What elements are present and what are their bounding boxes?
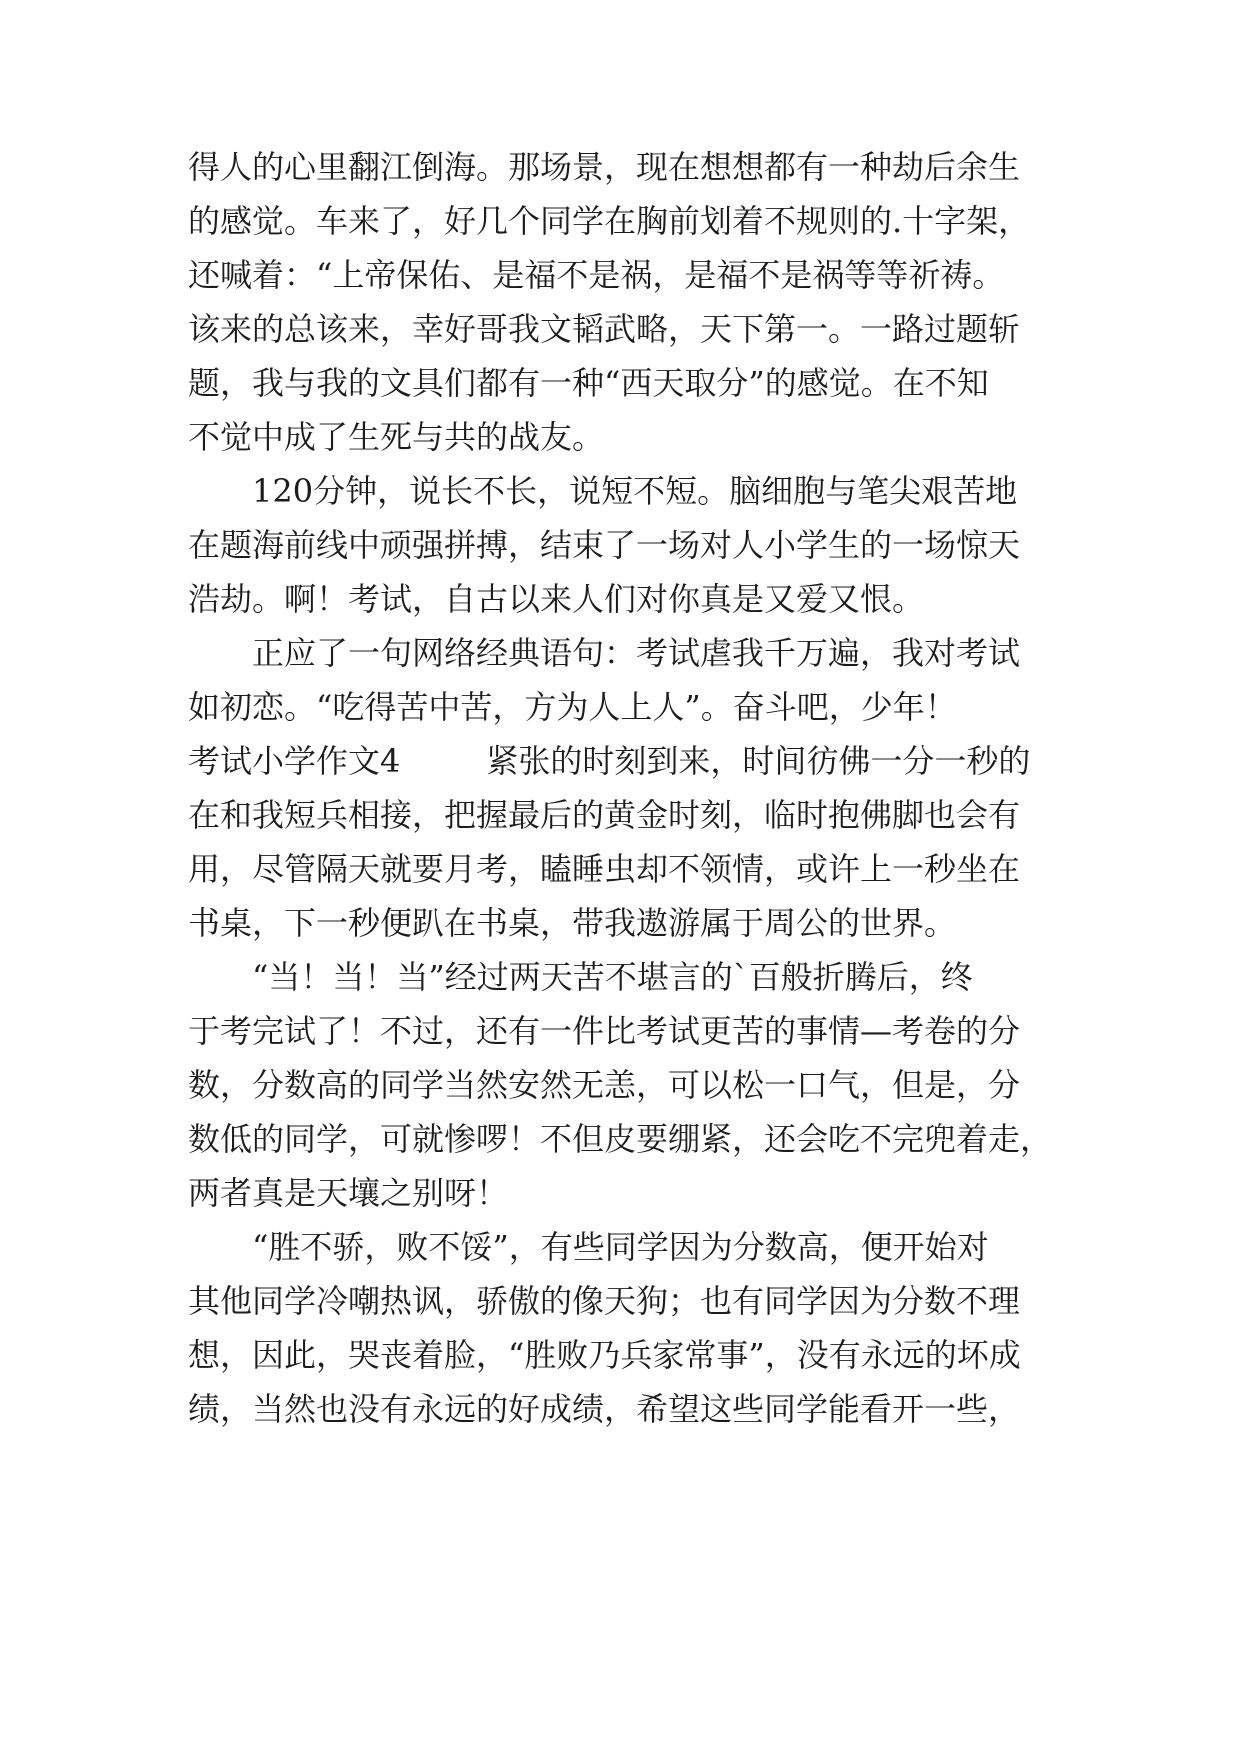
text-line: 该来的总该来，幸好哥我文韬武略，天下第一。一路过题斩: [188, 310, 1021, 348]
text-line: 数低的同学，可就惨啰！不但皮要绷紧，还会吃不完兜着走，: [188, 1120, 1053, 1158]
text-line: 的感觉。车来了，好几个同学在胸前划着不规则的.十字架，: [188, 202, 1031, 240]
text-line: 在题海前线中顽强拼搏，结束了一场对人小学生的一场惊天: [188, 526, 1021, 564]
text-line: 还喊着：“上帝保佑、是福不是祸，是福不是祸等等祈祷。: [188, 256, 1005, 294]
text-line: 题，我与我的文具们都有一种“西天取分”的感觉。在不知: [188, 364, 989, 402]
text-line: 在和我短兵相接，把握最后的黄金时刻，临时抱佛脚也会有: [188, 796, 1021, 834]
text-line: 用，尽管隔天就要月考，瞌睡虫却不领情，或许上一秒坐在: [188, 850, 1021, 888]
text-line: 绩，当然也没有永远的好成绩，希望这些同学能看开一些，: [188, 1390, 1021, 1428]
text-line: 浩劫。啊！考试，自古以来人们对你真是又爱又恨。: [188, 580, 925, 618]
text-line: 书桌，下一秒便趴在书桌，带我遨游属于周公的世界。: [188, 904, 957, 942]
text-line: 于考完试了！不过，还有一件比考试更苦的事情—考卷的分: [188, 1012, 1021, 1050]
paragraph-first-line: “胜不骄，败不馁”，有些同学因为分数高，便开始对: [252, 1228, 989, 1266]
text-line: 其他同学冷嘲热讽，骄傲的像天狗；也有同学因为分数不理: [188, 1282, 1021, 1320]
paragraph-first-line: 120分钟，说长不长，说短不短。脑细胞与笔尖艰苦地: [252, 472, 1018, 510]
text-line: 不觉中成了生死与共的战友。: [188, 418, 605, 456]
paragraph-first-line: 正应了一句网络经典语句：考试虐我千万遍，我对考试: [252, 634, 1021, 672]
section-first-line: 紧张的时刻到来，时间彷佛一分一秒的: [486, 742, 1031, 780]
text-line: 如初恋。“吃得苦中苦，方为人上人”。奋斗吧，少年！: [188, 688, 957, 726]
section-heading-line: [188, 741, 1030, 781]
text-line: 想，因此，哭丧着脸，“胜败乃兵家常事”，没有永远的坏成: [188, 1336, 1021, 1374]
text-line: 数，分数高的同学当然安然无恙，可以松一口气，但是，分: [188, 1066, 1021, 1104]
text-line: 得人的心里翻江倒海。那场景，现在想想都有一种劫后余生: [188, 148, 1021, 186]
text-line: 两者真是天壤之别呀！: [188, 1174, 509, 1212]
paragraph-first-line: “当！当！当”经过两天苦不堪言的`百般折腾后，终: [252, 958, 973, 996]
section-title: 考试小学作文4: [188, 742, 401, 780]
